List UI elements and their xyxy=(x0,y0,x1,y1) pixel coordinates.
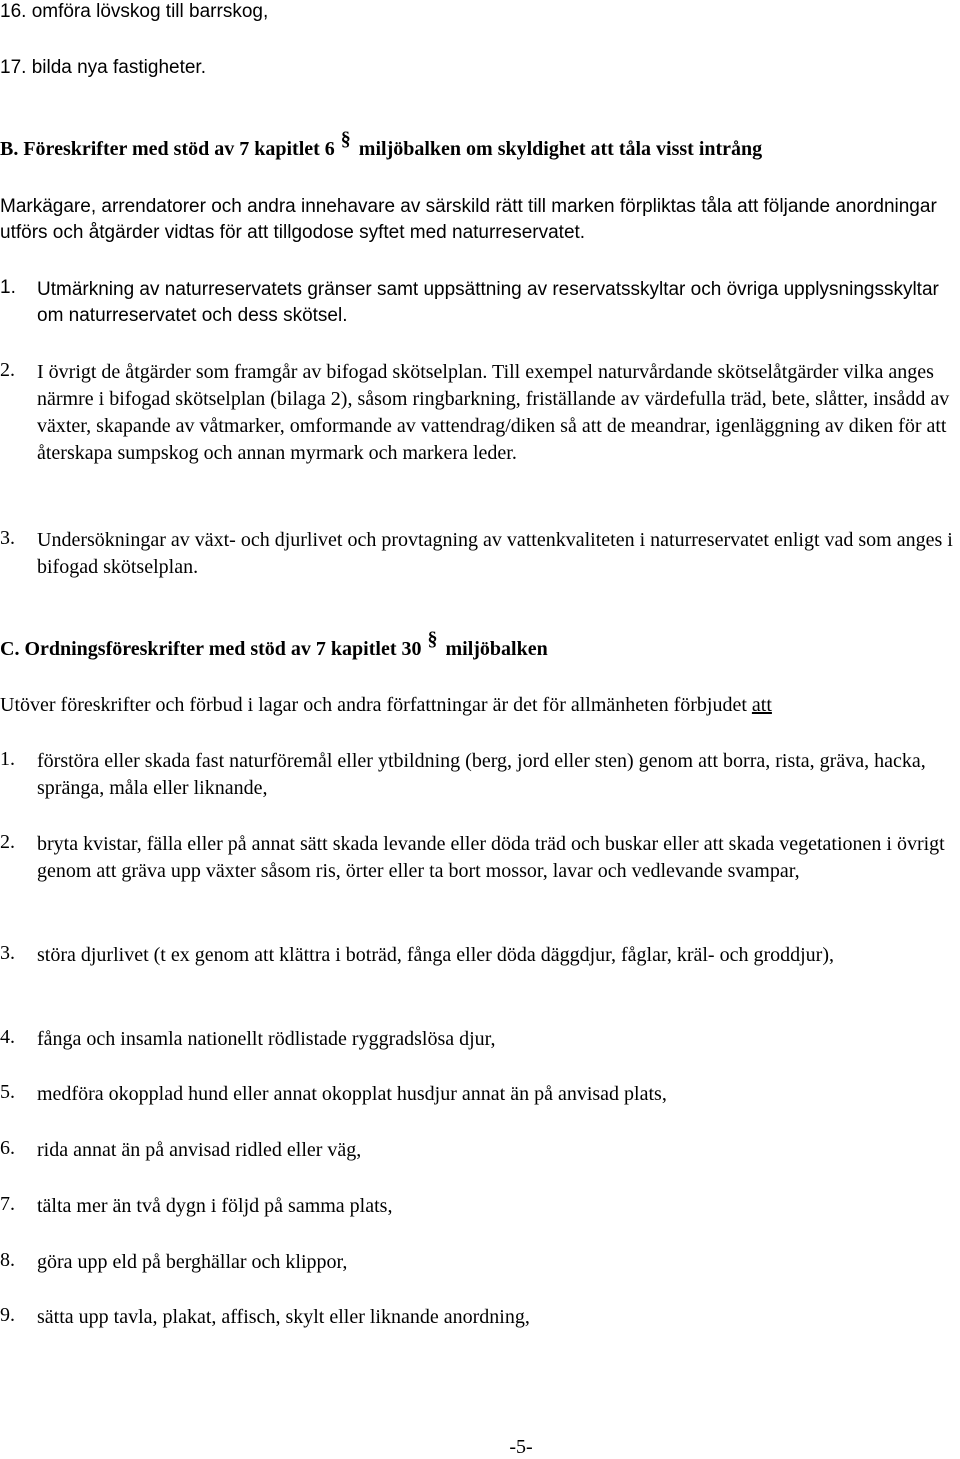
item-number: 4. xyxy=(0,1026,15,1048)
section-sign xyxy=(335,145,359,155)
item-number: 8. xyxy=(0,1249,15,1271)
item-number: 1. xyxy=(0,748,15,770)
section-c-heading xyxy=(0,638,548,661)
item-number: 1. xyxy=(0,277,16,298)
item-text: fånga och insamla nationellt rödlistade ryggradslösa djur, xyxy=(37,1028,496,1050)
section-c-intro xyxy=(0,694,772,717)
section-c-heading-pre: C. Ordningsföreskrifter med stöd av 7 kapitlet 30 xyxy=(0,638,422,660)
section-c-intro-main: Utöver föreskrifter och förbud i lagar och andra författningar är det för allmänheten förbjudet xyxy=(0,694,747,716)
item-number: 2. xyxy=(0,359,15,381)
section-b-heading xyxy=(0,138,762,161)
item-text: göra upp eld på berghällar och klippor, xyxy=(37,1251,348,1273)
item-number: 3. xyxy=(0,527,15,549)
item-text: Undersökningar av växt- och djurlivet och provtagning av vattenkvaliteten i naturreservatet enligt vad som anges i bifogad skötselplan. xyxy=(37,529,953,578)
item-text: tälta mer än två dygn i följd på samma plats, xyxy=(37,1195,393,1217)
section-c-heading-post: miljöbalken xyxy=(445,638,548,660)
item-text: sätta upp tavla, plakat, affisch, skylt eller liknande anordning, xyxy=(37,1306,530,1328)
item-text: förstöra eller skada fast naturföremål eller ytbildning (berg, jord eller sten) genom att borra, rista, gräva, hacka, spränga, måla eller liknande, xyxy=(37,750,926,799)
list-item-17: 17. bilda nya fastigheter. xyxy=(0,57,206,78)
item-text: bryta kvistar, fälla eller på annat sätt skada levande eller döda träd och buskar eller att skada vegetationen i övrigt genom att gräva upp växter såsom ris, örter eller ta bort mossor, lavar och vedlevande svampar, xyxy=(37,833,945,882)
item-text: I övrigt de åtgärder som framgår av bifogad skötselplan. Till exempel naturvårdande skötselåtgärder vilka anges närmre i bifogad skötselplan (bilaga 2), såsom ringbarkning, friställande av värdefulla träd, bete, slåtter, insådd av växter, skapande av våtmarker, omformande av vattendrag/diken så att de meandrar, igenläggning av diken för att återskapa sumpskog och annan myrmark och markera leder. xyxy=(37,361,950,464)
item-number: 7. xyxy=(0,1193,15,1215)
item-text: medföra okopplad hund eller annat okopplat husdjur annat än på anvisad plats, xyxy=(37,1083,667,1105)
item-number: 9. xyxy=(0,1304,15,1326)
list-item-16: 16. omföra lövskog till barrskog, xyxy=(0,1,269,22)
section-b-heading-pre: B. Föreskrifter med stöd av 7 kapitlet 6 xyxy=(0,138,335,160)
section-c-intro-underlined: att xyxy=(751,694,772,716)
item-text: rida annat än på anvisad ridled eller väg, xyxy=(37,1139,362,1161)
item-text: störa djurlivet (t ex genom att klättra i boträd, fånga eller döda däggdjur, fåglar, kräl- och groddjur), xyxy=(37,944,835,966)
item-number: 6. xyxy=(0,1137,15,1159)
item-text: Utmärkning av naturreservatets gränser samt uppsättning av reservatsskyltar och övriga upplysningsskyltar om naturreservatet och dess skötsel. xyxy=(37,279,939,326)
page-footer xyxy=(0,1436,960,1459)
section-b-heading-post: miljöbalken om skyldighet att tåla visst intrång xyxy=(358,138,763,160)
section-b-intro: Markägare, arrendatorer och andra innehavare av särskild rätt till marken förpliktas tåla att följande anordningar utförs och åtgärder vidtas för att tillgodose syftet med naturreservatet. xyxy=(0,196,937,243)
item-number: 2. xyxy=(0,831,15,853)
item-number: 5. xyxy=(0,1081,15,1103)
item-number: 3. xyxy=(0,942,15,964)
section-sign xyxy=(421,645,445,655)
page-number: -5- xyxy=(509,1436,533,1458)
